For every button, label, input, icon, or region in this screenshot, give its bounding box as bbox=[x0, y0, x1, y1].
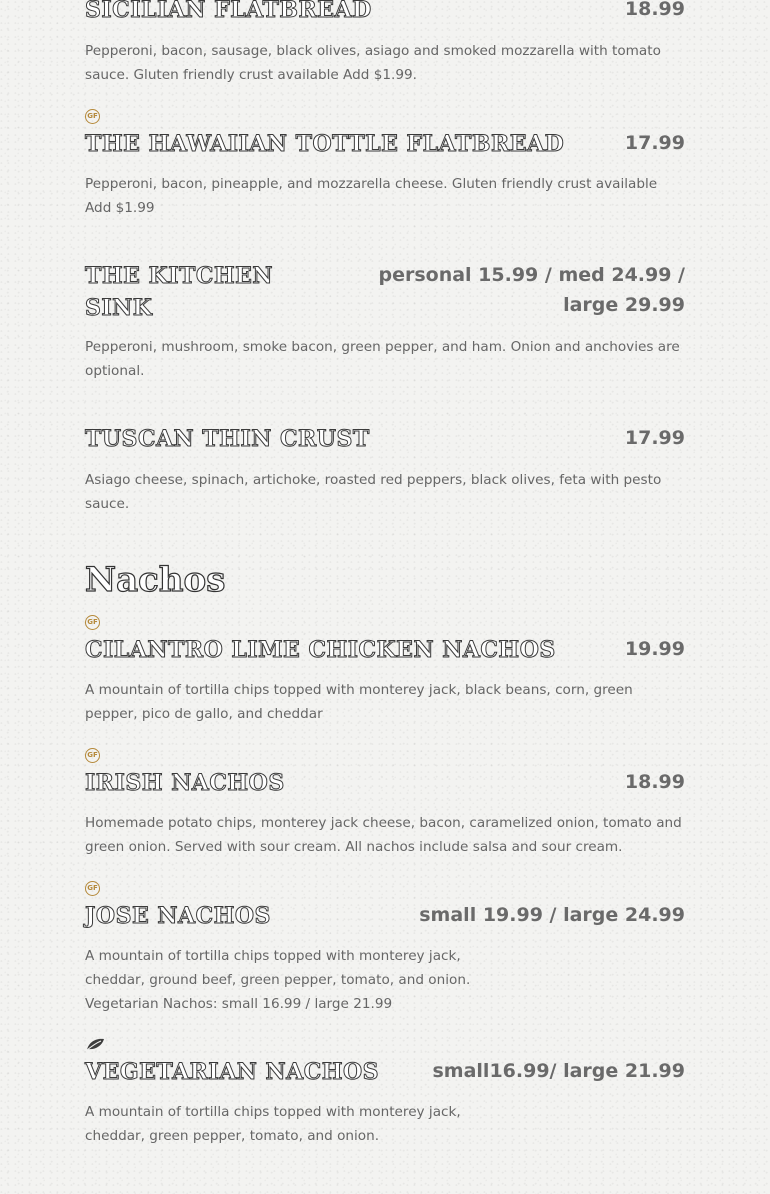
description-line: Vegetarian Nachos: small 16.99 / large 21.99 bbox=[85, 996, 393, 1012]
menu-item-name: CILANTRO LIME CHICKEN NACHOS bbox=[85, 637, 556, 663]
menu-item-vegetarian-nachos bbox=[85, 1037, 685, 1144]
gluten-free-icon: GF bbox=[85, 748, 100, 763]
menu-item-description bbox=[85, 944, 685, 1016]
menu-item-name: THE KITCHEN SINK bbox=[85, 263, 274, 321]
menu-item-description: Pepperoni, bacon, sausage, black olives, asiago and smoked mozzarella with tomato sauce. Gluten friendly crust available Add $1.99. bbox=[85, 43, 661, 83]
menu-item-header bbox=[85, 1056, 685, 1088]
menu-item-description: Asiago cheese, spinach, artichoke, roasted red peppers, black olives, feta with pesto sauce. bbox=[85, 472, 662, 512]
menu-item-description: Pepperoni, bacon, pineapple, and mozzarella cheese. Gluten friendly crust available Add $1.99 bbox=[85, 176, 658, 216]
menu-item-name: JOSE NACHOS bbox=[85, 903, 271, 929]
menu-item-price: 19.99 bbox=[624, 638, 685, 660]
menu-item-name: SICILIAN FLATBREAD bbox=[85, 0, 372, 23]
description-line: A mountain of tortilla chips topped with monterey jack, bbox=[85, 1104, 461, 1120]
menu-item-jose-nachos bbox=[85, 881, 685, 1012]
menu-item-price: personal 15.99 / med 24.99 / large 29.99 bbox=[378, 264, 685, 316]
menu-item-description: A mountain of tortilla chips topped with monterey jack, black beans, corn, green pepper, pico de gallo, and cheddar bbox=[85, 682, 633, 722]
menu-item-hawaiian-tottle-flatbread bbox=[85, 109, 685, 216]
menu-item-header bbox=[85, 634, 685, 666]
menu-item-price: small 19.99 / large 24.99 bbox=[419, 904, 685, 926]
menu-item-price: 17.99 bbox=[624, 132, 685, 154]
gluten-free-icon: GF bbox=[85, 109, 100, 124]
menu-item-irish-nachos bbox=[85, 748, 685, 855]
menu-item-price: small16.99/ large 21.99 bbox=[432, 1060, 685, 1082]
description-line: A mountain of tortilla chips topped with monterey jack, bbox=[85, 948, 461, 964]
menu-item-price: 17.99 bbox=[624, 427, 685, 449]
menu-item-cilantro-lime-chicken-nachos bbox=[85, 615, 685, 722]
menu-item-description: Homemade potato chips, monterey jack cheese, bacon, caramelized onion, tomato and green onion. Served with sour cream. All nachos include salsa and sour cream. bbox=[85, 815, 682, 855]
gluten-free-icon: GF bbox=[85, 881, 100, 896]
menu-item-name: VEGETARIAN NACHOS bbox=[85, 1059, 380, 1085]
menu-item-description: Pepperoni, mushroom, smoke bacon, green pepper, and ham. Onion and anchovies are optional. bbox=[85, 339, 680, 379]
leaf-icon bbox=[85, 1037, 105, 1051]
menu-item-kitchen-sink bbox=[85, 260, 685, 383]
gluten-free-icon: GF bbox=[85, 615, 100, 630]
description-line: cheddar, green pepper, tomato, and onion. bbox=[85, 1128, 380, 1144]
menu-item-description bbox=[85, 1100, 685, 1148]
description-line: cheddar, ground beef, green pepper, tomato, and onion. bbox=[85, 972, 471, 988]
menu-item-price: 18.99 bbox=[624, 0, 685, 20]
menu-item-sicilian-flatbread bbox=[85, 0, 685, 87]
menu-item-name: IRISH NACHOS bbox=[85, 770, 285, 796]
menu-item-header bbox=[85, 128, 685, 160]
menu-item-name: THE HAWAIIAN TOTTLE FLATBREAD bbox=[85, 131, 565, 157]
menu-item-name: TUSCAN THIN CRUST bbox=[85, 426, 370, 452]
menu-item-header bbox=[85, 0, 685, 26]
menu-item-header bbox=[85, 423, 685, 455]
menu-item-header bbox=[85, 767, 685, 799]
menu-item-price: 18.99 bbox=[624, 771, 685, 793]
section-title-nachos: Nachos bbox=[85, 560, 226, 600]
menu-item-header bbox=[85, 900, 685, 932]
menu-item-header bbox=[85, 260, 685, 324]
menu-item-tuscan-thin-crust bbox=[85, 423, 685, 516]
